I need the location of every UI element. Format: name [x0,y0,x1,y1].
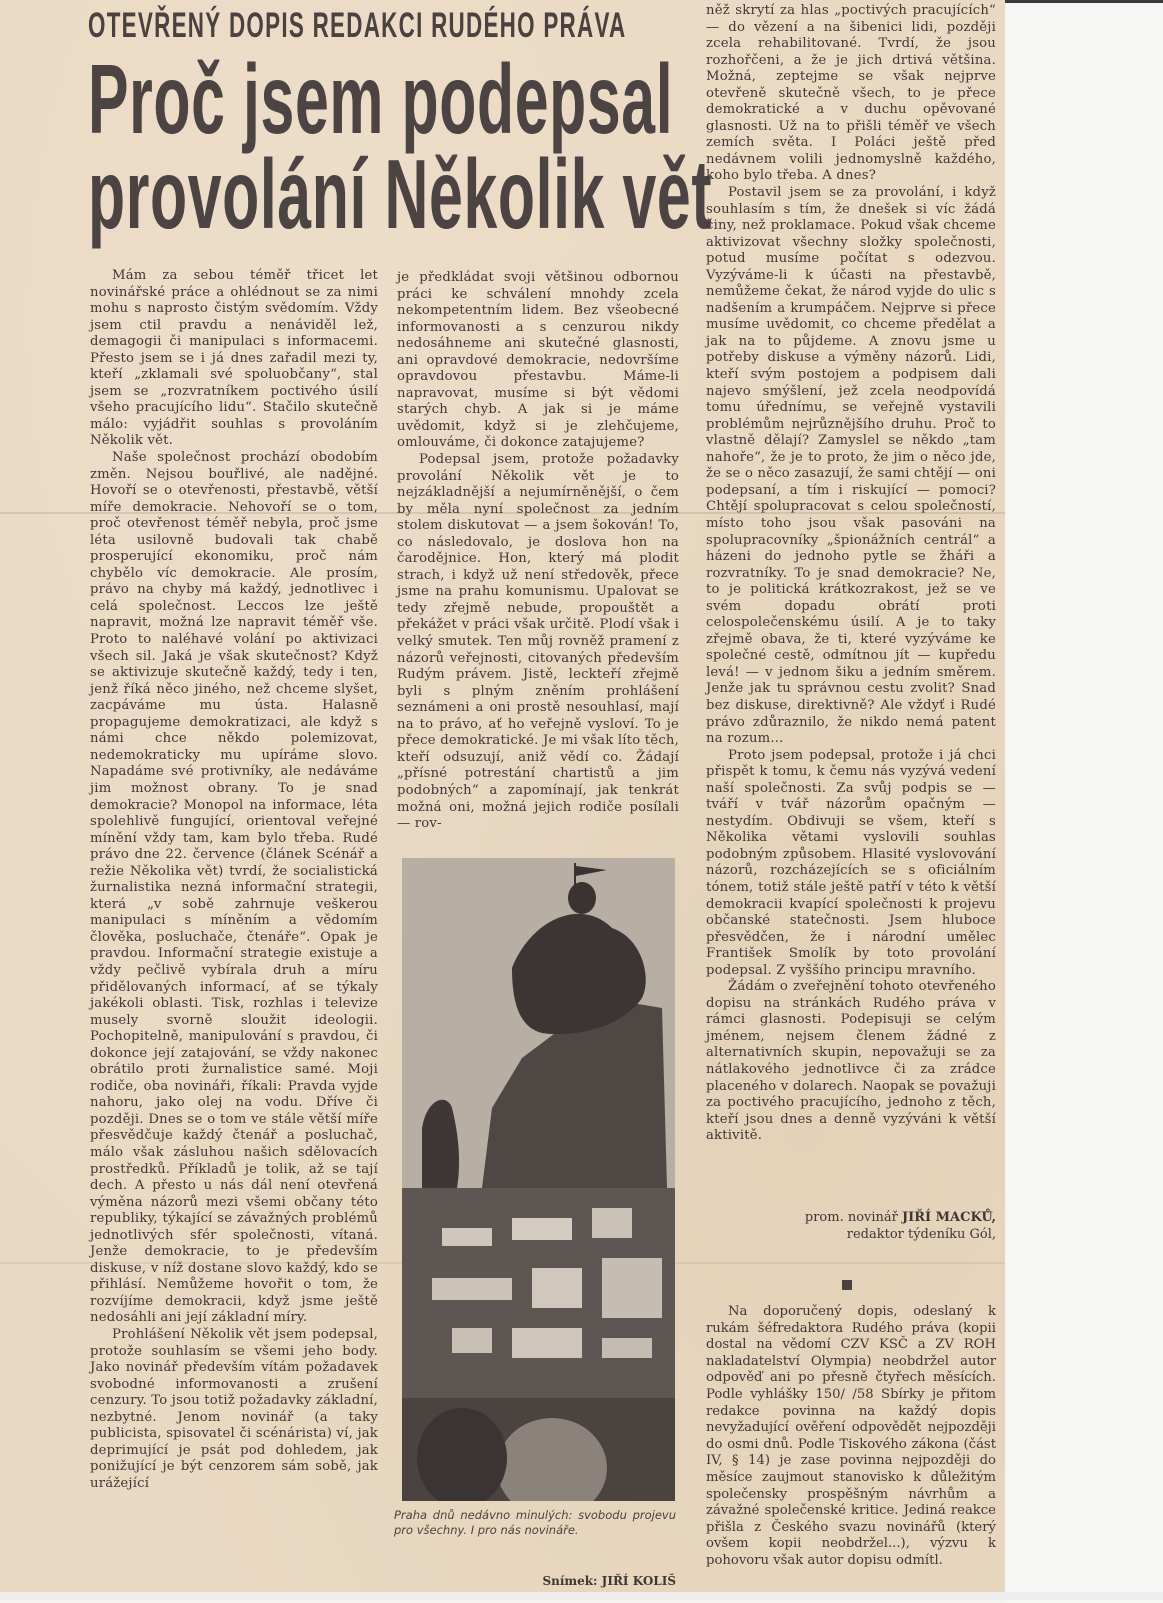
paragraph: Na doporučený dopis, odeslaný k rukám šéfredaktora Rudého práva (kopii dostal na vědomí CZV KSČ a ZV ROH nakladatelství Olympia) neobdržel autor odpověď ani po přesně čtyřech měsících. Podle vyhlášky 150/ /58 Sbírky je přitom redakce povinna na každý dopis nevyžadující ověření odpovědět nejpozději do osmi dnů. Podle Tiskového zákona (část IV, § 14) je zase povinna nejpozději do měsíce zaujmout stanovisko k důležitým společensky prospěšným návrhům a závažné společenské kritice. Jediná reakce přišla z Českého svazu novinářů (který ovšem kopii neobdržel...), výzvu k pohovoru však autor dopisu odmítl. [706,1304,996,1568]
author-name: JIŘÍ MACKŮ, [902,1210,996,1225]
article-title-line-1: Proč jsem podepsal [88,44,674,154]
article-title-line-2: provolání Několik vět [88,139,713,249]
paragraph: Podepsal jsem, protože požadavky provolání Několik vět je to nejzákladnější a nejumírněnější, o čem by měla nyní společnost za jedním stolem diskutovat — a jsem šokován! To, co následovalo, je doslova hon na čarodějnice. Hon, který má plodit strach, i když už není středověk, přece jsme na prahu komunismu. Upalovat se tedy zřejmě nebude, propouštět a překážet v práci však určitě. Plodí však i velký smutek. Ten můj rovněž pramení z názorů veřejnosti, citovaných především Rudým právem. Jistě, leckteří zřejmě byli s plným zněním prohlášení seznámeni a oni prostě nesouhlasí, mají na to právo, ať ho veřejně vysloví. To je přece demokratické. Je mi však líto těch, kteří odsuzují, aniž vědí co. Žádají „přísné potrestání chartistů a jim podobných“ a zapomínají, jak tenkrát možná oni, možná jejich rodiče posílali — rov- [397,452,679,832]
photo-credit-name: JIŘÍ KOLIŠ [601,1574,676,1588]
editorial-note [706,1304,996,1570]
headline-block [88,0,713,249]
paragraph: Postavil jsem se za provolání, i když souhlasím s tím, že dnešek si víc žádá činy, než proklamace. Pokud však chceme aktivizovat všechny složky společnosti, potud musíme počítat s odezvou. Vyzýváme-li k účasti na přestavbě, nemůžeme čekat, že národ vyjde do ulic s nadšením a krumpáčem. Nejprve si přece musíme uvědomit, co chceme předělat a jak na to půjdeme. A znovu jsme u potřeby diskuse a výměny názorů. Lidi, kteří svým postojem a podpisem dali najevo smýšlení, jež zcela neodpovídá tomu úřednímu, se veřejně vystavili problémům nejrůznějšího druhu. Proč to vlastně dělají? Zamyslel se někdo „tam nahoře“, že je to proto, že jim o něco jde, že se o něco zasazují, že sami chtějí — oni podepsaní, a tím i riskující — pomoci? Chtějí spolupracovat s celou společností, místo toho jsou však pasováni na spolupracovníky „špionážních centrál“ a házeni do jednoho pytle se žháři a rozvratníky. To je snad demokracie? Ne, to je politická krátkozrakost, jež se ve svém dopadu obrátí proti celospolečenskému úsilí. A je to taky zřejmě obava, že ti, které vyzýváme ke společné cestě, odmítnou jít — kupředu levá! — v jednom šiku a jedním směrem. Jenže jak tu správnou cestu zvolit? Snad bez diskuse, direktivně? Ale vždyť i Rudé právo zdůraznilo, že nikdo nemá patent na rozum... [706,185,996,747]
photo-credit [500,1574,676,1588]
author-signature [706,1209,996,1243]
news-photo-statue [402,858,675,1501]
paragraph: Proto jsem podepsal, protože i já chci přispět k tomu, k čemu nás vyzývá vedení naší společnosti. Za svůj podpis se — tváří v tvář názorům opačným — nestydím. Obdivuji se všem, kteří s Několika větami vyslovili souhlas podobným způsobem. Hlasité vyslovování názorů, rozcházejících se s oficiálním tónem, totiž stále ještě patří v této k větší demokracii kvapící společnosti k projevu občanské statečnosti. Jsem hluboce přesvědčen, že i národní umělec František Smolík by toto provolání podepsal. Z vyššího principu mravního. [706,747,996,978]
scan-background [1005,0,1163,1603]
photo-caption: Praha dnů nedávno minulých: svobodu projevu pro všechny. I pro nás novináře. [394,1508,676,1537]
statue-illustration [402,858,675,1501]
paragraph: Naše společnost prochází obodobím změn. Nejsou bouřlivé, ale nadějné. Hovoří se o otevřenosti, přestavbě, větší míře demokracie. Nehovoří se o tom, proč otevřenost téměř nebyla, proč jsme léta usilovně budovali tak chabě prosperující ekonomiku, proč nám chybělo víc demokracie. Ale prosím, právo na chyby má každý, jednotlivec i celá společnost. Leccos lze ještě napravit, možná lze napravit téměř vše. Proto to naléhavé volání po aktivizaci všech sil. Jaká je však skutečnost? Když se aktivizuje skutečně každý, tedy i ten, jenž říká něco jiného, než chceme slyšet, zacpáváme mu ústa. Halasně propagujeme demokratizaci, ale když s námi chce někdo polemizovat, nedemokraticky mu upíráme slovo. Napadáme své protivníky, ale nedáváme jim možnost obrany. To je snad demokracie? Monopol na informace, léta spolehlivě fungující, orientoval veřejné mínění vždy tam, kam bylo třeba. Rudé právo dne 22. července (článek Scénář a režie Několika vět) tvrdí, že socialistická žurnalistika nezná informační strategii, která „v sobě zahrnuje veškerou manipulaci s míněním a vědomím člověka, posluchače, čtenáře“. Opak je pravdou. Informační strategie existuje a vždy pečlivě vybírala druh a míru přidělovaných informací, ať se týkaly jakékoli oblasti. Tisk, rozhlas i televize musely svorně sloužit ideologii. Pochopitelně, manipulování s pravdou, či dokonce její zatajování, se vždy nakonec obrátilo proti žurnalistice samé. Moji rodiče, oba novináři, říkali: Pravda vyjde nahoru, jako olej na vodu. Dříve či později. Dnes se o tom ve stále větší míře přesvědčuje každý čtenář a posluchač, málo však zásluhou našich sdělovacích prostředků. Příkladů je tolik, až se tají dech. A přesto u nás dál není otevřená výměna názorů mezi všemi občany této republiky, týkající se závažných problémů jednotlivých sfér společnosti, vítaná. Jenže demokracie, to je především diskuse, v níž dostane slovo každý, kdo se přihlásí. Nemůžeme hovořit o tom, že rozvíjíme demokracii, když jsme ještě nedosáhli ani její základní míry. [90,450,378,1326]
article-kicker: OTEVŘENÝ DOPIS REDAKCI RUDÉHO PRÁVA [88,6,627,45]
paragraph: Mám za sebou téměř třicet let novinářské práce a ohlédnout se za nimi mohu s naprosto čistým svědomím. Vždy jsem ctil pravdu a nenáviděl lež, demagogii či manipulaci s informacemi. Přesto jsem se i já dnes zařadil mezi ty, kteří „zklamali své spoluobčany“, stal jsem se „rozvratníkem poctivého úsilí všeho pracujícího lidu“. Stačilo skutečně málo: vyjádřit souhlas s provoláním Několik vět. [90,268,378,449]
article-column-3 [706,3,996,1145]
paragraph: Žádám o zveřejnění tohoto otevřeného dopisu na stránkách Rudého práva v rámci glasnosti. Podepisuji se celým jménem, nejsem členem žádné z alternativních skupin, nepovažuji se za nátlakového jednotlivce či za zrádce placeného v dolarech. Naopak se považuji za poctivého pracujícího, jednoho z těch, kteří jsou dnes a denně vyzýváni k větší aktivitě. [706,979,996,1144]
paragraph: Prohlášení Několik vět jsem podepsal, protože souhlasím se všemi jeho body. Jako novinář především vítám požadavek svobodné informovanosti a zrušení cenzury. To jsou totiž požadavky základní, nezbytné. Jenom novinář (a taky publicista, spisovatel či scénárista) ví, jak deprimující je psát pod dohledem, jak ponižující je být cenzorem sám sobě, jak urážející [90,1327,378,1491]
paragraph: je předkládat svoji většinou odbornou práci ke schválení mnohdy zcela nekompetentním lidem. Bez všeobecné informovanosti a s cenzurou nikdy nedosáhneme ani skutečné glasnosti, ani opravdové demokracie, nedovršíme opravdovou přestavbu. Máme-li napravovat, musíme si být vědomi starých chyb. A jak si je máme uvědomit, když si je zlehčujeme, omlouváme, či dokonce zatajujeme? [397,270,679,451]
article-column-2 [397,270,679,833]
article-column-1 [90,268,378,1492]
photo-credit-label: Snímek: [542,1574,598,1588]
paragraph: něž skrytí za hlas „poctivých pracujících“ — do vězení a na šibenici lidi, později zcela rehabilitované. Tvrdí, že jsou rozhořčeni, a že je jich drtivá většina. Možná, zeptejme se však nejprve otevřeně skutečně všech, to je přece demokratické a v duchu opěvované glasnosti. Už na to přišli téměř ve všech zemích světa. I Poláci ještě před nedávnem volili jednomyslně každého, koho bylo třeba. A dnes? [706,3,996,184]
scan-bottom-edge [0,1592,1163,1600]
author-title: prom. novinář [804,1210,898,1225]
section-separator-square [842,1280,852,1290]
author-role: redaktor týdeníku Gól, [846,1227,996,1242]
